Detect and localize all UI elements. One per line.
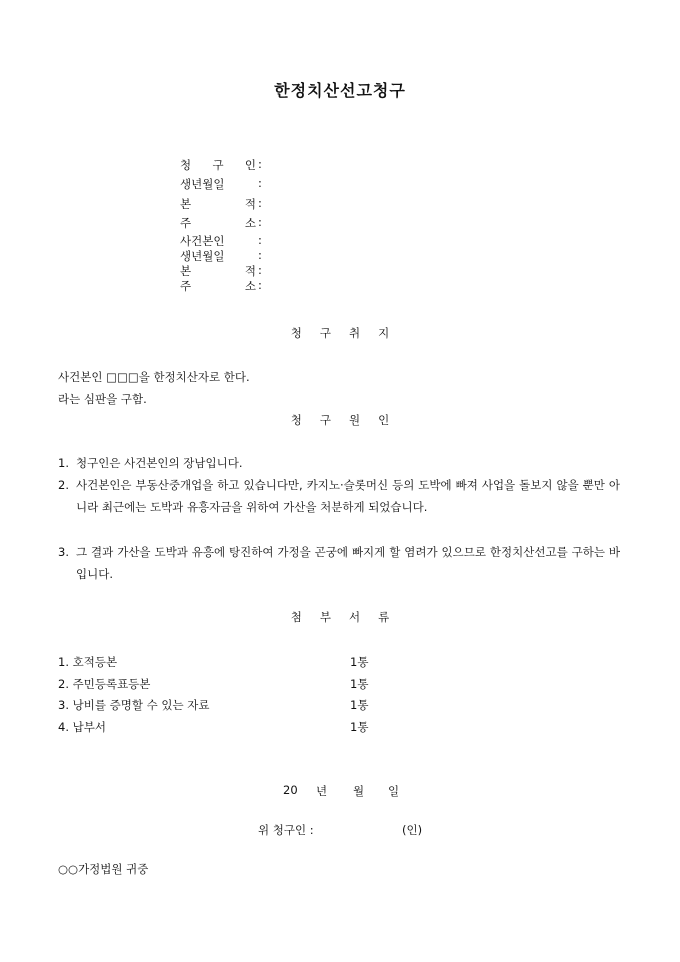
attachment-row [58,654,388,670]
field-colon: : [258,248,262,262]
reason-number: 2. [58,478,69,492]
attachment-qty: 1통 [350,655,369,669]
attachments-heading: 첨부서류 [290,610,408,624]
attachment-item: 1. 호적등본 [58,655,118,669]
addressee: ○○가정법원 귀중 [58,862,149,876]
field-label: 주 소 [180,216,256,230]
attachment-qty: 1통 [350,720,369,734]
attachment-qty: 1통 [350,698,369,712]
reason-text: 청구인은 사건본인의 장남입니다. [76,456,243,470]
field-colon: : [258,233,262,247]
attachment-row [58,697,388,713]
date-month-unit: 월 [353,784,365,798]
date-year: 20 [283,783,298,797]
attachment-row [58,719,388,735]
date-year-unit: 년 [316,784,328,798]
attachment-qty: 1통 [350,677,369,691]
date-day-unit: 일 [388,784,400,798]
field-label: 본 적 [180,264,256,278]
field-colon: : [258,278,262,292]
field-colon: : [258,215,262,229]
field-colon: : [258,157,262,171]
field-label: 본 적 [180,197,256,211]
field-label: 주 소 [180,279,256,293]
reason-item [58,474,620,518]
field-colon: : [258,196,262,210]
field-label: 사건본인 [180,234,225,248]
field-label: 생년월일 [180,177,225,191]
purpose-line: 라는 심판을 구함. [58,392,147,406]
seal-mark: (인) [402,823,423,837]
document-title: 한정치산선고청구 [274,81,406,100]
reason-text: 그 결과 가산을 도박과 유흥에 탕진하여 가정을 곤궁에 빠지게 할 염려가 있으므로 한정치산선고를 구하는 바입니다. [76,545,620,581]
reason-text: 사건본인은 부동산중개업을 하고 있습니다만, 카지노·슬롯머신 등의 도박에 빠져 사업을 돌보지 않을 뿐만 아니라 최근에는 도박과 유흥자금을 위하여 가산을 처분하게 되었습니다. [76,478,620,514]
reason-item [58,452,620,474]
attachment-row [58,676,388,692]
reasons-heading: 청구원인 [290,413,408,427]
purpose-line: 사건본인 □□□을 한정치산자로 한다. [58,370,250,384]
reason-item [58,541,620,585]
attachment-item: 3. 낭비를 증명할 수 있는 자료 [58,698,210,712]
purpose-heading: 청구취지 [290,326,408,340]
field-label: 생년월일 [180,249,225,263]
attachment-item: 2. 주민등록표등본 [58,677,151,691]
attachment-item: 4. 납부서 [58,720,106,734]
field-colon: : [258,176,262,190]
reason-number: 3. [58,545,69,559]
field-colon: : [258,263,262,277]
reason-number: 1. [58,456,69,470]
field-label: 청 구 인 [180,158,256,172]
signature-label: 위 청구인 : [258,823,314,837]
